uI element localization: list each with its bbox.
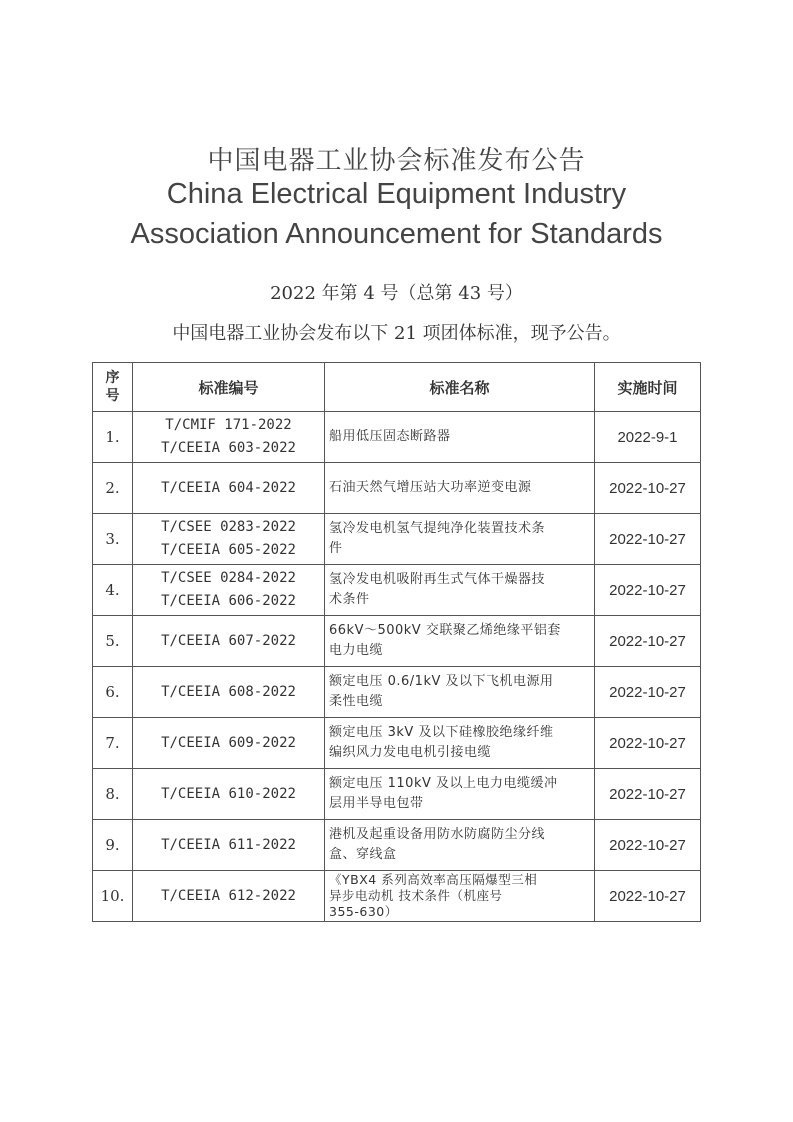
row-number: 4.	[93, 565, 133, 616]
row-number: 6.	[93, 667, 133, 718]
standard-name-cell	[325, 412, 595, 463]
header-date: 实施时间	[595, 363, 701, 412]
table-row	[93, 871, 701, 922]
standard-name-cell	[325, 718, 595, 769]
table-row	[93, 412, 701, 463]
table-header-row	[93, 363, 701, 412]
table-row	[93, 616, 701, 667]
table-body	[93, 412, 701, 922]
standard-code: T/CEEIA 612-2022	[161, 887, 296, 904]
standard-name: 港机及起重设备用防水防腐防尘分线	[329, 827, 546, 842]
standard-code-cell	[133, 463, 325, 514]
standard-code-cell	[133, 565, 325, 616]
standard-name: 层用半导电包带	[329, 796, 424, 811]
standard-name: 件	[329, 541, 343, 556]
standard-name: 氢冷发电机吸附再生式气体干燥器技	[329, 572, 546, 587]
table-row	[93, 820, 701, 871]
standard-name: 术条件	[329, 592, 370, 607]
title-chinese: 中国电器工业协会标准发布公告	[207, 146, 586, 176]
effective-date: 2022-9-1	[595, 412, 701, 463]
intro-text: 中国电器工业协会发布以下 21 项团体标准，现予公告。	[172, 323, 621, 344]
standard-code-cell	[133, 514, 325, 565]
standard-name-cell	[325, 616, 595, 667]
standard-code: T/CEEIA 607-2022	[161, 632, 296, 649]
table-row	[93, 565, 701, 616]
table-row	[93, 667, 701, 718]
header-no-char2: 号	[105, 388, 120, 404]
standard-name: 额定电压 0.6/1kV 及以下飞机电源用	[329, 674, 554, 689]
standard-code-cell	[133, 718, 325, 769]
standard-name: 氢冷发电机氢气提纯净化装置技术条	[329, 521, 546, 536]
standard-code-cell	[133, 412, 325, 463]
effective-date: 2022-10-27	[595, 514, 701, 565]
standard-name: 船用低压固态断路器	[329, 429, 451, 444]
effective-date: 2022-10-27	[595, 616, 701, 667]
standard-code-cell	[133, 667, 325, 718]
standard-code: T/CEEIA 603-2022	[161, 440, 296, 456]
standard-code-cell	[133, 616, 325, 667]
header-name: 标准名称	[325, 363, 595, 412]
effective-date: 2022-10-27	[595, 718, 701, 769]
standard-code: T/CEEIA 610-2022	[161, 785, 296, 802]
row-number: 7.	[93, 718, 133, 769]
standard-name: 电力电缆	[329, 643, 384, 658]
standard-code: T/CSEE 0283-2022	[161, 519, 296, 535]
standard-name: 《YBX4 系列高效率高压隔爆型三相	[329, 872, 538, 887]
table-row	[93, 718, 701, 769]
standard-name: 编织风力发电电机引接电缆	[329, 745, 492, 760]
standard-name-cell	[325, 463, 595, 514]
standard-code-cell	[133, 820, 325, 871]
table-row	[93, 463, 701, 514]
standard-code-cell	[133, 871, 325, 922]
row-number: 5.	[93, 616, 133, 667]
standard-code: T/CSEE 0284-2022	[161, 570, 296, 586]
standard-name: 石油天然气增压站大功率逆变电源	[329, 480, 532, 495]
title-english-line1: China Electrical Equipment Industry	[166, 178, 627, 210]
row-number: 1.	[93, 412, 133, 463]
standard-name-cell	[325, 667, 595, 718]
effective-date: 2022-10-27	[595, 667, 701, 718]
standard-code: T/CEEIA 609-2022	[161, 734, 296, 751]
row-number: 9.	[93, 820, 133, 871]
standard-code: T/CEEIA 606-2022	[161, 593, 296, 609]
standard-name-cell	[325, 820, 595, 871]
standard-code: T/CEEIA 608-2022	[161, 683, 296, 700]
standard-code: T/CEEIA 604-2022	[161, 479, 296, 496]
effective-date: 2022-10-27	[595, 769, 701, 820]
header-no-char1: 序	[105, 370, 120, 386]
standards-table	[92, 362, 701, 922]
row-number: 2.	[93, 463, 133, 514]
effective-date: 2022-10-27	[595, 820, 701, 871]
standard-code: T/CEEIA 611-2022	[161, 836, 296, 853]
standard-name: 额定电压 110kV 及以上电力电缆缓冲	[329, 776, 558, 791]
header-no	[93, 363, 133, 412]
effective-date: 2022-10-27	[595, 871, 701, 922]
row-number: 3.	[93, 514, 133, 565]
table-row	[93, 514, 701, 565]
title-english-line2: Association Announcement for Standards	[130, 218, 663, 250]
standard-code-cell	[133, 769, 325, 820]
standard-name-cell	[325, 514, 595, 565]
standard-name-cell	[325, 871, 595, 922]
standard-name: 355-630）	[329, 904, 398, 919]
row-number: 10.	[93, 871, 133, 922]
standard-name-cell	[325, 565, 595, 616]
issue-number: 2022 年第 4 号（总第 43 号）	[270, 283, 523, 304]
header-code: 标准编号	[133, 363, 325, 412]
standard-code: T/CMIF 171-2022	[165, 417, 292, 433]
standard-name: 额定电压 3kV 及以下硅橡胶绝缘纤维	[329, 725, 554, 740]
standard-name: 柔性电缆	[329, 694, 384, 709]
effective-date: 2022-10-27	[595, 463, 701, 514]
standard-name: 异步电动机 技术条件（机座号	[329, 888, 503, 903]
standard-name: 盒、穿线盒	[329, 847, 397, 862]
standard-code: T/CEEIA 605-2022	[161, 542, 296, 558]
standard-name: 66kV～500kV 交联聚乙烯绝缘平铝套	[329, 623, 561, 638]
row-number: 8.	[93, 769, 133, 820]
table-row	[93, 769, 701, 820]
standard-name-cell	[325, 769, 595, 820]
effective-date: 2022-10-27	[595, 565, 701, 616]
